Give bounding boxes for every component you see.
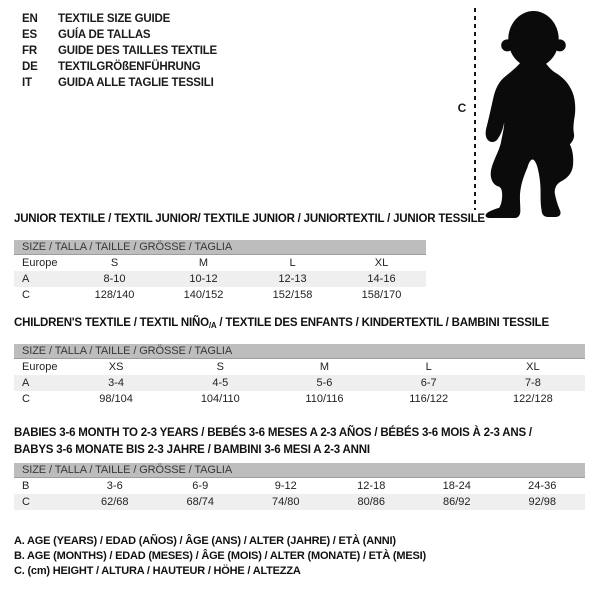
row-label: A [22,273,30,285]
value-cell: 92/98 [528,496,557,508]
table-row-europe [14,255,426,271]
legend-line-b: B. AGE (MONTHS) / EDAD (MESES) / ÂGE (MOIS) / ALTER (MONATE) / ETÀ (MESI) [14,550,426,562]
value-cell: 74/80 [271,496,300,508]
value-cell: 68/74 [186,496,215,508]
junior-size-table [14,240,426,303]
size-cell: XL [374,257,389,269]
size-cell: M [198,257,209,269]
value-cell: 24-36 [528,480,557,492]
value-cell: 10-12 [189,273,218,285]
value-cell: 80/86 [357,496,386,508]
value-cell: 86/92 [442,496,471,508]
children-table-title [14,317,549,330]
value-cell: 6-7 [420,377,437,389]
language-code: EN [22,13,38,25]
legend-line-a: A. AGE (YEARS) / EDAD (AÑOS) / ÂGE (ANS) / ALTER (JAHRE) / ETÀ (ANNI) [14,535,396,547]
value-cell: 12-18 [357,480,386,492]
table-row-height [14,494,585,510]
value-cell: 158/170 [361,289,402,301]
language-label: TEXTILGRÖßENFÜHRUNG [58,61,201,73]
language-label: GUÍA DE TALLAS [58,29,151,41]
language-row-it [22,75,217,91]
language-label: GUIDA ALLE TAGLIE TESSILI [58,77,214,89]
legend [14,534,426,579]
value-cell: 116/122 [409,393,449,405]
value-cell: 98/104 [99,393,133,405]
size-cell: XL [526,361,540,373]
table-row-europe [14,359,585,375]
row-label: Europe [22,257,58,269]
language-code: ES [22,29,37,41]
children-size-table [14,344,585,407]
size-cell: L [425,361,432,373]
value-cell: 3-6 [106,480,123,492]
language-row-es [22,27,217,43]
size-cell: S [216,361,224,373]
language-row-de [22,59,217,75]
row-label: C [22,496,30,508]
value-cell: 6-9 [192,480,209,492]
language-list [22,11,217,91]
row-label: C [22,289,30,301]
table-row-age [14,271,426,287]
size-cell: L [289,257,296,269]
height-marker-label: C [457,101,467,115]
legend-line-c: C. (cm) HEIGHT / ALTURA / HAUTEUR / HÖHE / ALTEZZA [14,565,301,577]
size-header-bar: SIZE / TALLA / TAILLE / GRÖSSE / TAGLIA [14,463,585,478]
value-cell: 4-5 [212,377,229,389]
babies-title-line1: BABIES 3-6 MONTH TO 2-3 YEARS / BEBÉS 3-6 MESES A 2-3 AÑOS / BÉBÉS 3-6 MOIS À 2-3 ANS / [14,427,532,439]
value-cell: 140/152 [183,289,224,301]
value-cell: 122/128 [513,393,553,405]
language-code: IT [22,77,32,89]
row-label: Europe [22,361,58,373]
value-cell: 12-13 [278,273,307,285]
title-subscript: /A [208,321,217,330]
table-row-age [14,375,585,391]
value-cell: 9-12 [274,480,297,492]
babies-table-title [14,425,532,459]
value-cell: 5-6 [316,377,333,389]
language-code: FR [22,45,37,57]
row-label: A [22,377,30,389]
value-cell: 3-4 [108,377,125,389]
baby-silhouette-icon [482,6,588,218]
babies-title-line2: BABYS 3-6 MONATE BIS 2-3 JAHRE / BAMBINI 3-6 MESI A 2-3 ANNI [14,444,370,456]
value-cell: 104/110 [200,393,240,405]
table-row-age-months [14,478,585,494]
value-cell: 110/116 [305,393,344,405]
language-label: GUIDE DES TAILLES TEXTILE [58,45,217,57]
size-cell: M [319,361,330,373]
table-row-height [14,287,426,303]
table-row-height [14,391,585,407]
value-cell: 14-16 [367,273,396,285]
title-part: CHILDREN'S TEXTILE / TEXTIL NIÑO [14,317,209,329]
language-code: DE [22,61,38,73]
junior-table-title: JUNIOR TEXTILE / TEXTIL JUNIOR/ TEXTILE JUNIOR / JUNIORTEXTIL / JUNIOR TESSILE [14,213,485,225]
value-cell: 152/158 [272,289,313,301]
title-part: / TEXTILE DES ENFANTS / KINDERTEXTIL / BAMBINI TESSILE [216,317,549,329]
size-cell: XS [108,361,124,373]
size-cell: S [110,257,119,269]
row-label: C [22,393,30,405]
language-row-fr [22,43,217,59]
language-row-en [22,11,217,27]
row-label: B [22,480,30,492]
babies-size-table [14,463,585,510]
value-cell: 8-10 [103,273,126,285]
size-header-bar: SIZE / TALLA / TAILLE / GRÖSSE / TAGLIA [14,240,426,255]
value-cell: 18-24 [442,480,471,492]
value-cell: 7-8 [524,377,541,389]
height-measure-line [474,8,476,210]
language-label: TEXTILE SIZE GUIDE [58,13,171,25]
value-cell: 128/140 [94,289,135,301]
value-cell: 62/68 [100,496,129,508]
size-header-bar: SIZE / TALLA / TAILLE / GRÖSSE / TAGLIA [14,344,585,359]
